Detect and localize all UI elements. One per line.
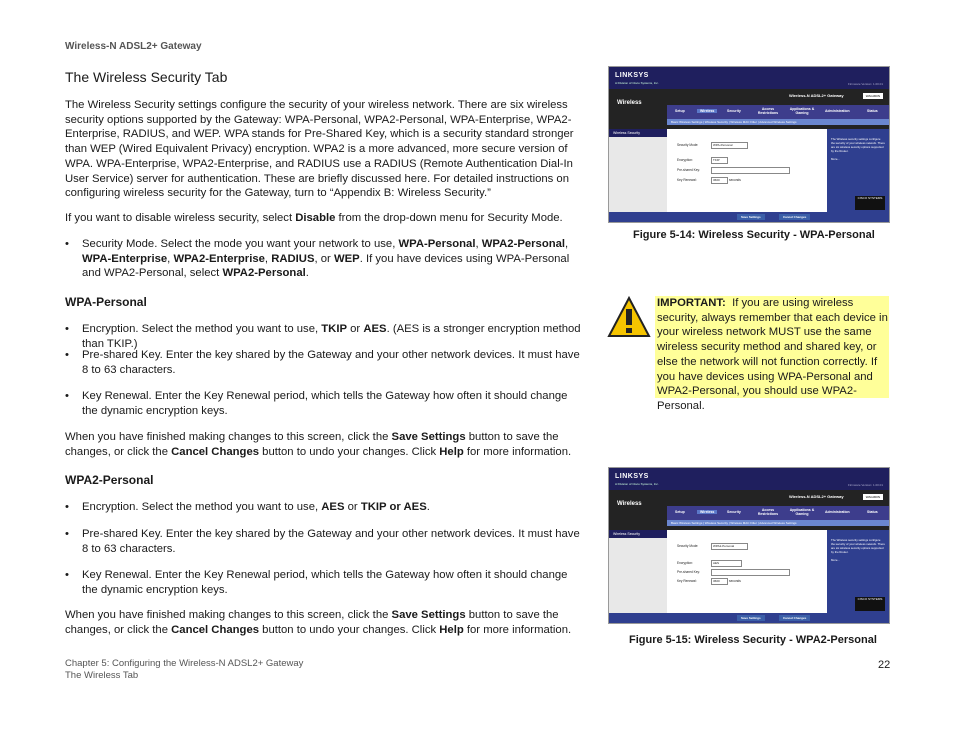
psk-input[interactable]	[711, 167, 790, 174]
nav-access[interactable]: Access Restrictions	[757, 107, 779, 115]
help-text: The Wireless security settings configure the security of your wireless network. There are six wireless security options supported by the Router.	[831, 137, 885, 153]
security-mode-label: Security Mode:	[677, 143, 699, 147]
wpa2-renewal-bullet: • Key Renewal. Enter the Key Renewal period, which tells the Gateway how often it should change the dynamic encryption keys.	[65, 569, 568, 596]
nav-security[interactable]: Security	[727, 510, 741, 514]
renewal-label: Key Renewal:	[677, 579, 697, 583]
wpa2-personal-heading: WPA2-Personal	[65, 473, 154, 487]
wpa-renewal-bullet: • Key Renewal. Enter the Key Renewal period, which tells the Gateway how often it should change the dynamic encryption keys.	[65, 390, 568, 417]
nav-setup[interactable]: Setup	[675, 510, 685, 514]
footer-subsection: The Wireless Tab	[65, 670, 139, 681]
encryption-label: Encryption:	[677, 561, 693, 565]
nav-security[interactable]: Security	[727, 109, 741, 113]
left-label: Wireless Security	[609, 129, 667, 137]
important-label: IMPORTANT:	[657, 297, 726, 309]
nav-access[interactable]: Access Restrictions	[757, 508, 779, 516]
more-link[interactable]: More...	[831, 157, 840, 161]
wpa2-encryption-bullet: • Encryption. Select the method you want to use, AES or TKIP or AES.	[65, 501, 430, 513]
warning-icon	[607, 296, 651, 338]
wpa2-psk-bullet: • Pre-shared Key. Enter the key shared by the Gateway and your other network devices. It must have 8 to 63 characters.	[65, 528, 580, 555]
psk-label: Pre-shared Key:	[677, 168, 701, 172]
renewal-label: Key Renewal:	[677, 178, 697, 182]
model-badge: WAG300N	[863, 93, 883, 99]
encryption-select[interactable]: TKIP	[711, 157, 728, 164]
important-note	[655, 296, 889, 412]
cisco-logo: CISCO SYSTEMS	[855, 597, 885, 611]
nav-admin[interactable]: Administration	[825, 510, 850, 514]
security-mode-select[interactable]: WPA2-Personal	[711, 543, 748, 550]
left-column	[609, 129, 667, 222]
section-title: The Wireless Security Tab	[65, 69, 228, 85]
nav-apps[interactable]: Applications & Gaming	[789, 508, 815, 516]
psk-input[interactable]	[711, 569, 790, 576]
save-settings-button[interactable]: Save Settings	[737, 615, 765, 621]
section-name: Wireless	[617, 100, 642, 106]
nav-wireless[interactable]: Wireless	[697, 109, 717, 113]
seconds-label: seconds	[729, 178, 741, 182]
wpa-personal-heading: WPA-Personal	[65, 295, 147, 309]
linksys-logo: LINKSYS	[615, 72, 649, 79]
sub-nav[interactable]: Basic Wireless Settings | Wireless Security | Wireless MAC Filter | Advanced Wireless Settings	[667, 520, 889, 526]
product-name: Wireless-N ADSL2+ Gateway	[789, 494, 844, 499]
logo-subtitle: A Division of Cisco Systems, Inc.	[615, 81, 659, 85]
left-label: Wireless Security	[609, 530, 667, 538]
psk-label: Pre-shared Key:	[677, 570, 701, 574]
figure-wpa-personal-screenshot	[608, 66, 890, 223]
cancel-changes-button[interactable]: Cancel Changes	[779, 615, 810, 621]
more-link[interactable]: More...	[831, 558, 840, 562]
firmware-version: Firmware Version: 1.00.01	[847, 483, 883, 487]
important-text: If you are using wireless security, always remember that each device in your wireless network MUST use the same wireless security method and shared key, or else the network will not function correctly. If you have devices using WPA-Personal and WPA2-Personal, you should use WPA2-Personal.	[657, 297, 888, 412]
renewal-input[interactable]: 3600	[711, 578, 728, 585]
nav-status[interactable]: Status	[867, 510, 878, 514]
renewal-input[interactable]: 3600	[711, 177, 728, 184]
intro-paragraph: The Wireless Security settings configure the security of your wireless network. There are six wireless security options supported by the Gateway: WPA-Personal, WPA2-Personal, WPA-Enterprise, WPA2-Enterprise, RADIUS, and WEP. WPA stands for Pre-Shared Key, which is a security standard stronger than WEP (Wired Equivalent Privacy) encryption. WPA2 is a more advanced, more secure version of WPA. WPA-Enterprise, WPA2-Enterprise, and RADIUS use a RADIUS (Remote Authentication Dial-In User Service) server for authentication. These are briefly discussed here. For detailed instructions on configuring wireless security for the Gateway, turn to “Appendix B: Wireless Security.”	[65, 99, 574, 200]
cancel-changes-button[interactable]: Cancel Changes	[779, 214, 810, 220]
nav-setup[interactable]: Setup	[675, 109, 685, 113]
wpa2-done-paragraph: When you have finished making changes to this screen, click the Save Settings button to save the changes, or click the Cancel Changes button to undo your changes. Click Help for more information.	[65, 609, 572, 636]
wpa-done-paragraph: When you have finished making changes to this screen, click the Save Settings button to save the changes, or click the Cancel Changes button to undo your changes. Click Help for more information.	[65, 431, 572, 458]
sub-nav[interactable]: Basic Wireless Settings | Wireless Security | Wireless MAC Filter | Advanced Wireless Settings	[667, 119, 889, 125]
help-text: The Wireless security settings configure the security of your wireless network. There are six wireless security options supported by the Router.	[831, 538, 885, 554]
figure-wpa2-personal-screenshot	[608, 467, 890, 624]
left-column	[609, 530, 667, 623]
section-name: Wireless	[617, 501, 642, 507]
firmware-version: Firmware Version: 1.00.01	[847, 82, 883, 86]
figure-2-caption: Figure 5-15: Wireless Security - WPA2-Personal	[629, 634, 877, 646]
encryption-select[interactable]: AES	[711, 560, 742, 567]
nav-apps[interactable]: Applications & Gaming	[789, 107, 815, 115]
running-header: Wireless-N ADSL2+ Gateway	[65, 41, 202, 52]
figure-1-caption: Figure 5-14: Wireless Security - WPA-Personal	[633, 229, 875, 241]
save-settings-button[interactable]: Save Settings	[737, 214, 765, 220]
disable-paragraph: If you want to disable wireless security, select Disable from the drop-down menu for Security Mode.	[65, 212, 563, 224]
model-badge: WAG300N	[863, 494, 883, 500]
nav-wireless[interactable]: Wireless	[697, 510, 717, 514]
wpa-encryption-bullet: • Encryption. Select the method you want to use, TKIP or AES. (AES is a stronger encryption method than TKIP.)	[65, 323, 581, 350]
nav-admin[interactable]: Administration	[825, 109, 850, 113]
seconds-label: seconds	[729, 579, 741, 583]
logo-subtitle: A Division of Cisco Systems, Inc.	[615, 482, 659, 486]
nav-status[interactable]: Status	[867, 109, 878, 113]
cisco-logo: CISCO SYSTEMS	[855, 196, 885, 210]
product-name: Wireless-N ADSL2+ Gateway	[789, 93, 844, 98]
security-mode-bullet: • Security Mode. Select the mode you want your network to use, WPA-Personal, WPA2-Personal, WPA-Enterprise, WPA2-Enterprise, RADIUS, or WEP. If you have devices using WPA-Personal and WPA2-Personal, select WPA2-Personal.	[65, 238, 570, 280]
footer-chapter: Chapter 5: Configuring the Wireless-N ADSL2+ Gateway	[65, 658, 304, 669]
encryption-label: Encryption:	[677, 158, 693, 162]
page-number: 22	[878, 659, 891, 671]
linksys-logo: LINKSYS	[615, 473, 649, 480]
wpa-psk-bullet: • Pre-shared Key. Enter the key shared by the Gateway and your other network devices. It must have 8 to 63 characters.	[65, 349, 580, 376]
security-mode-label: Security Mode:	[677, 544, 699, 548]
security-mode-select[interactable]: WPA-Personal	[711, 142, 748, 149]
